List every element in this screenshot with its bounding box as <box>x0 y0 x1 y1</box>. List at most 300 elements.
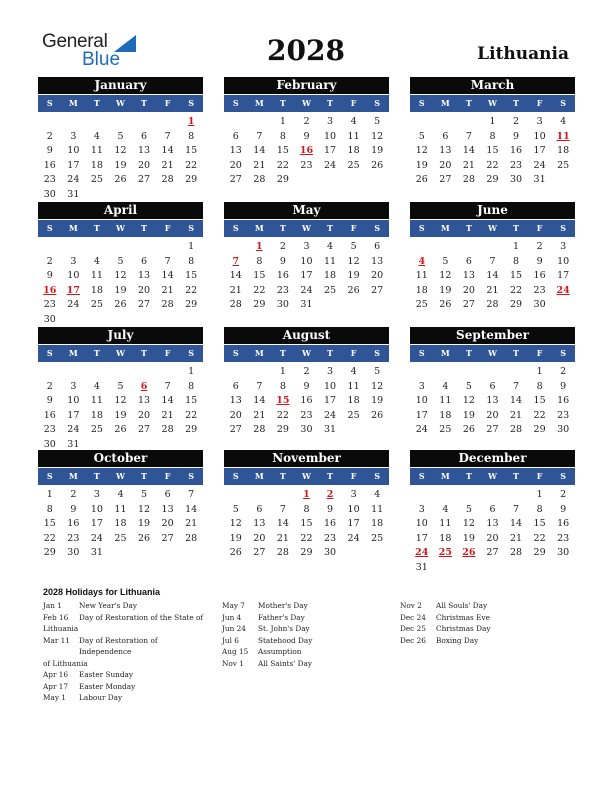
day-cell: 14 <box>509 518 523 529</box>
day-cell: 13 <box>439 145 452 156</box>
day-cell: 26 <box>114 424 127 435</box>
weekday-label: M <box>440 471 450 481</box>
day-cell: 28 <box>509 424 523 435</box>
weekday-label: F <box>536 471 543 481</box>
holiday-entry <box>222 612 387 624</box>
day-cell <box>62 365 86 380</box>
day-cell: 18 <box>371 518 384 529</box>
day-cell: 20 <box>229 409 242 421</box>
day-cell: 19 <box>114 159 127 171</box>
day-cell: 31 <box>90 547 103 558</box>
day-cell: 28 <box>185 532 198 544</box>
holiday-date: Jul 6 <box>222 635 239 645</box>
day-cell: 28 <box>229 299 242 310</box>
day-cell <box>457 488 481 503</box>
holiday-day-cell: 6 <box>140 380 148 392</box>
day-cell: 9 <box>46 395 53 406</box>
day-cell: 21 <box>161 284 174 296</box>
day-cell: 8 <box>188 380 195 392</box>
week-row <box>224 298 389 313</box>
day-cell: 4 <box>442 503 449 515</box>
day-cell: 21 <box>253 159 266 171</box>
day-cell: 10 <box>300 255 313 267</box>
weekday-label: F <box>536 348 543 358</box>
day-cell: 17 <box>90 518 103 529</box>
day-cell: 31 <box>67 438 80 450</box>
weekday-label: T <box>93 471 100 481</box>
day-cell: 30 <box>509 174 523 185</box>
day-cell <box>410 240 434 255</box>
weekday-header <box>38 344 203 362</box>
day-cell: 2 <box>303 116 310 127</box>
day-cell: 7 <box>513 380 520 392</box>
day-cell: 9 <box>536 255 543 267</box>
day-cell <box>410 488 434 503</box>
day-cell: 2 <box>279 241 286 252</box>
day-cell <box>365 546 389 561</box>
day-cell: 4 <box>117 489 124 500</box>
day-cell: 7 <box>164 130 171 142</box>
weekday-label: W <box>301 223 311 233</box>
weekday-label: M <box>440 348 450 358</box>
holiday-entry <box>400 635 565 647</box>
day-cell: 12 <box>114 395 127 406</box>
weekday-label: M <box>68 98 78 108</box>
day-cell <box>38 115 62 130</box>
day-cell: 10 <box>67 270 80 281</box>
day-cell: 14 <box>486 270 499 281</box>
day-cell <box>504 561 528 576</box>
day-cell <box>434 115 458 130</box>
day-cell: 17 <box>323 145 337 156</box>
day-cell: 20 <box>371 270 384 281</box>
day-cell: 2 <box>560 366 567 377</box>
day-cell: 26 <box>371 409 384 421</box>
week-row <box>224 144 389 159</box>
day-cell: 14 <box>509 395 523 406</box>
holiday-day-cell: 1 <box>256 241 263 252</box>
day-cell: 29 <box>276 424 289 435</box>
day-cell: 1 <box>188 241 195 252</box>
day-cell: 31 <box>323 424 337 435</box>
holiday-entry <box>222 623 387 635</box>
day-cell: 25 <box>90 174 103 185</box>
day-cell <box>224 240 248 255</box>
weekday-label: S <box>46 223 53 233</box>
weekday-label: W <box>487 348 497 358</box>
day-cell: 12 <box>114 145 127 156</box>
day-cell: 5 <box>232 503 239 515</box>
day-cell: 4 <box>93 380 100 392</box>
weekday-label: W <box>115 471 125 481</box>
day-cell: 29 <box>43 547 56 558</box>
weekday-label: S <box>560 223 567 233</box>
day-cell: 27 <box>137 174 151 185</box>
day-cell <box>62 240 86 255</box>
day-cell: 25 <box>347 409 360 421</box>
day-cell <box>457 561 481 576</box>
day-cell: 27 <box>439 174 452 185</box>
holiday-entry <box>222 646 387 658</box>
month-name: March <box>410 77 575 94</box>
weekday-label: T <box>279 348 286 358</box>
day-cell: 30 <box>557 547 570 558</box>
week-row <box>224 409 389 424</box>
month-name: September <box>410 327 575 344</box>
day-cell: 25 <box>90 424 103 435</box>
holidays-list-title: 2028 Holidays for Lithuania <box>43 587 161 597</box>
week-row <box>38 240 203 255</box>
week-row <box>410 365 575 380</box>
weekday-header <box>38 94 203 112</box>
day-cell: 30 <box>276 299 289 310</box>
holiday-day-cell: 16 <box>299 145 314 156</box>
holiday-entry <box>43 692 208 704</box>
day-cell <box>434 488 458 503</box>
weekday-label: T <box>141 98 147 108</box>
day-cell: 18 <box>90 284 103 296</box>
day-cell: 10 <box>533 130 546 142</box>
week-row <box>38 409 203 424</box>
month-june <box>410 202 575 313</box>
day-cell <box>109 188 133 203</box>
holiday-day-cell: 4 <box>418 255 426 267</box>
day-cell: 30 <box>533 299 546 310</box>
week-row <box>410 423 575 438</box>
weekday-label: T <box>141 223 147 233</box>
day-cell <box>342 423 366 438</box>
day-cell: 7 <box>513 503 520 515</box>
day-cell: 23 <box>557 532 570 544</box>
day-cell: 5 <box>374 116 381 127</box>
holiday-date: Jan 1 <box>43 601 62 610</box>
weekday-label: T <box>93 348 100 358</box>
day-cell: 15 <box>509 270 523 281</box>
day-cell: 21 <box>276 532 289 544</box>
day-cell: 2 <box>303 366 310 377</box>
holiday-date: Feb 16 <box>43 612 69 622</box>
day-cell: 30 <box>43 438 56 450</box>
day-cell: 2 <box>46 380 53 392</box>
day-cell: 19 <box>371 145 384 156</box>
day-cell: 2 <box>513 116 520 127</box>
day-cell: 12 <box>114 270 127 281</box>
week-row <box>224 255 389 270</box>
day-cell: 16 <box>276 270 289 281</box>
day-cell: 8 <box>536 380 543 392</box>
day-cell: 9 <box>303 130 310 142</box>
weekday-label: W <box>487 223 497 233</box>
month-november <box>224 450 389 561</box>
day-cell: 23 <box>300 409 313 421</box>
week-row <box>38 188 203 203</box>
week-row <box>38 173 203 188</box>
day-cell: 6 <box>442 130 449 142</box>
day-cell: 24 <box>67 424 80 435</box>
weekday-label: M <box>68 348 78 358</box>
month-days <box>410 237 575 313</box>
week-row <box>410 298 575 313</box>
logo-text-blue: Blue <box>82 49 121 70</box>
day-cell <box>481 561 505 576</box>
day-cell: 29 <box>253 299 266 310</box>
day-cell <box>132 240 156 255</box>
month-name: January <box>38 77 203 94</box>
day-cell: 26 <box>114 174 127 185</box>
day-cell <box>551 173 575 188</box>
month-days <box>410 112 575 188</box>
month-days <box>410 485 575 575</box>
day-cell: 22 <box>185 409 198 421</box>
day-cell: 6 <box>164 489 171 500</box>
day-cell: 3 <box>560 241 567 252</box>
day-cell: 28 <box>253 424 266 435</box>
holiday-entry <box>400 623 565 635</box>
weekday-label: S <box>374 98 381 108</box>
day-cell: 19 <box>439 284 452 296</box>
week-row <box>410 269 575 284</box>
day-cell: 8 <box>256 255 263 267</box>
day-cell: 12 <box>229 518 242 529</box>
day-cell: 22 <box>300 532 313 544</box>
day-cell: 31 <box>300 299 313 310</box>
day-cell: 8 <box>513 255 520 267</box>
day-cell: 17 <box>415 532 428 544</box>
holiday-name: Labour Day <box>79 693 123 702</box>
day-cell <box>504 365 528 380</box>
day-cell: 20 <box>462 284 475 296</box>
holiday-date: Apr 17 <box>43 681 69 691</box>
day-cell: 18 <box>114 518 127 529</box>
day-cell: 9 <box>327 503 334 515</box>
holiday-name: Day of Restoration of Independence <box>79 635 158 656</box>
day-cell: 24 <box>323 159 337 171</box>
weekday-label: S <box>232 471 239 481</box>
day-cell: 20 <box>137 409 151 421</box>
day-cell: 15 <box>300 518 313 529</box>
holiday-name-continued: of Lithuania <box>43 658 88 668</box>
month-name: October <box>38 450 203 467</box>
week-row <box>224 546 389 561</box>
day-cell: 6 <box>232 130 239 142</box>
holiday-entry <box>43 635 208 658</box>
weekday-label: M <box>440 223 450 233</box>
day-cell <box>109 115 133 130</box>
day-cell: 24 <box>347 532 360 544</box>
day-cell: 22 <box>486 159 499 171</box>
week-row <box>224 173 389 188</box>
day-cell: 18 <box>415 284 428 296</box>
month-name: July <box>38 327 203 344</box>
day-cell: 30 <box>43 313 56 325</box>
day-cell: 29 <box>300 547 313 558</box>
day-cell: 16 <box>533 270 546 281</box>
holiday-date: Aug 15 <box>222 647 249 656</box>
day-cell: 10 <box>323 380 337 392</box>
day-cell: 27 <box>161 532 174 544</box>
weekday-label: S <box>418 471 425 481</box>
day-cell: 15 <box>486 145 499 156</box>
day-cell: 18 <box>323 270 337 281</box>
day-cell: 29 <box>533 424 546 435</box>
day-cell: 29 <box>185 299 198 310</box>
day-cell: 13 <box>137 395 151 406</box>
day-cell: 5 <box>418 130 425 142</box>
day-cell: 13 <box>486 395 499 406</box>
week-row <box>38 532 203 547</box>
week-row <box>410 115 575 130</box>
day-cell: 11 <box>371 503 384 515</box>
holiday-name-continued: Lithuania <box>43 624 79 633</box>
day-cell: 18 <box>439 409 452 421</box>
day-cell: 11 <box>439 518 452 529</box>
day-cell: 17 <box>557 270 570 281</box>
week-row <box>410 144 575 159</box>
day-cell: 23 <box>323 532 337 544</box>
day-cell <box>85 240 109 255</box>
holiday-name: St. John's Day <box>258 624 310 633</box>
weekday-label: T <box>327 348 333 358</box>
day-cell: 29 <box>486 174 499 185</box>
day-cell: 12 <box>137 503 151 515</box>
week-row <box>410 240 575 255</box>
week-row <box>224 159 389 174</box>
day-cell: 14 <box>253 145 266 156</box>
day-cell <box>132 546 156 561</box>
day-cell: 8 <box>46 503 53 515</box>
week-row <box>38 365 203 380</box>
country-title: Lithuania <box>477 44 569 64</box>
week-row <box>224 365 389 380</box>
holiday-name: Statehood Day <box>258 635 313 645</box>
day-cell: 12 <box>439 270 452 281</box>
holiday-name: Christmas Eve <box>436 612 490 622</box>
holidays-column-1 <box>43 600 208 704</box>
day-cell: 9 <box>46 270 53 281</box>
weekday-header <box>410 219 575 237</box>
day-cell: 25 <box>347 159 360 171</box>
day-cell: 9 <box>560 503 567 515</box>
weekday-label: S <box>560 348 567 358</box>
day-cell: 8 <box>279 380 286 392</box>
day-cell <box>481 240 505 255</box>
day-cell <box>342 546 366 561</box>
day-cell: 12 <box>415 145 428 156</box>
holiday-entry <box>43 612 208 624</box>
holidays-column-2 <box>222 600 387 669</box>
month-days <box>224 112 389 188</box>
year-title: 2028 <box>267 34 345 67</box>
holiday-date: Mar 11 <box>43 635 70 645</box>
month-august <box>224 327 389 438</box>
week-row <box>38 130 203 145</box>
day-cell: 16 <box>557 518 570 529</box>
weekday-label: T <box>279 98 286 108</box>
day-cell: 14 <box>229 270 242 281</box>
weekday-label: F <box>536 98 543 108</box>
holiday-entry <box>400 612 565 624</box>
holiday-name: All Saints' Day <box>258 658 312 668</box>
holiday-entry <box>43 681 208 693</box>
day-cell <box>156 240 180 255</box>
day-cell: 5 <box>117 130 124 142</box>
day-cell <box>38 240 62 255</box>
day-cell: 23 <box>43 424 56 435</box>
day-cell: 26 <box>415 174 428 185</box>
week-row <box>38 298 203 313</box>
holiday-date: Dec 25 <box>400 624 426 633</box>
weekday-label: T <box>465 223 472 233</box>
holiday-day-cell: 25 <box>438 547 452 558</box>
day-cell <box>434 561 458 576</box>
holiday-date: Dec 26 <box>400 635 426 645</box>
day-cell: 13 <box>161 503 174 515</box>
day-cell: 17 <box>67 409 80 421</box>
day-cell: 6 <box>489 503 496 515</box>
holiday-date: May 7 <box>222 601 245 610</box>
day-cell: 20 <box>439 159 452 171</box>
day-cell: 19 <box>114 409 127 421</box>
month-name: May <box>224 202 389 219</box>
day-cell: 31 <box>67 188 80 200</box>
day-cell: 15 <box>533 395 546 406</box>
day-cell: 20 <box>137 159 151 171</box>
day-cell: 21 <box>229 284 242 296</box>
day-cell: 4 <box>327 241 334 252</box>
month-december <box>410 450 575 575</box>
holiday-name: Day of Restoration of the State of <box>79 612 204 622</box>
day-cell: 4 <box>350 366 357 377</box>
day-cell: 27 <box>371 284 384 296</box>
week-row <box>410 546 575 561</box>
holidays-column-3 <box>400 600 565 646</box>
week-row <box>38 517 203 532</box>
month-days <box>224 237 389 313</box>
weekday-label: T <box>141 471 147 481</box>
holiday-date: Nov 2 <box>400 601 422 610</box>
month-march <box>410 77 575 188</box>
day-cell: 4 <box>350 116 357 127</box>
month-days <box>410 362 575 438</box>
day-cell: 13 <box>253 518 266 529</box>
day-cell: 3 <box>327 366 334 377</box>
day-cell: 8 <box>489 130 496 142</box>
week-row <box>410 532 575 547</box>
day-cell: 7 <box>164 380 171 392</box>
week-row <box>410 380 575 395</box>
day-cell: 3 <box>418 380 425 392</box>
weekday-label: S <box>232 348 239 358</box>
day-cell: 4 <box>93 130 100 142</box>
week-row <box>410 159 575 174</box>
day-cell: 6 <box>141 255 148 267</box>
weekday-label: T <box>279 471 286 481</box>
day-cell: 19 <box>415 159 428 171</box>
day-cell <box>295 173 319 188</box>
day-cell: 9 <box>303 380 310 392</box>
weekday-label: F <box>350 348 357 358</box>
day-cell: 20 <box>486 409 499 421</box>
day-cell: 26 <box>347 284 360 296</box>
weekday-label: W <box>115 348 125 358</box>
day-cell: 12 <box>462 395 475 406</box>
day-cell <box>504 488 528 503</box>
day-cell: 19 <box>114 284 127 296</box>
month-name: February <box>224 77 389 94</box>
month-days <box>224 362 389 438</box>
holiday-day-cell: 24 <box>556 284 570 296</box>
day-cell <box>109 240 133 255</box>
